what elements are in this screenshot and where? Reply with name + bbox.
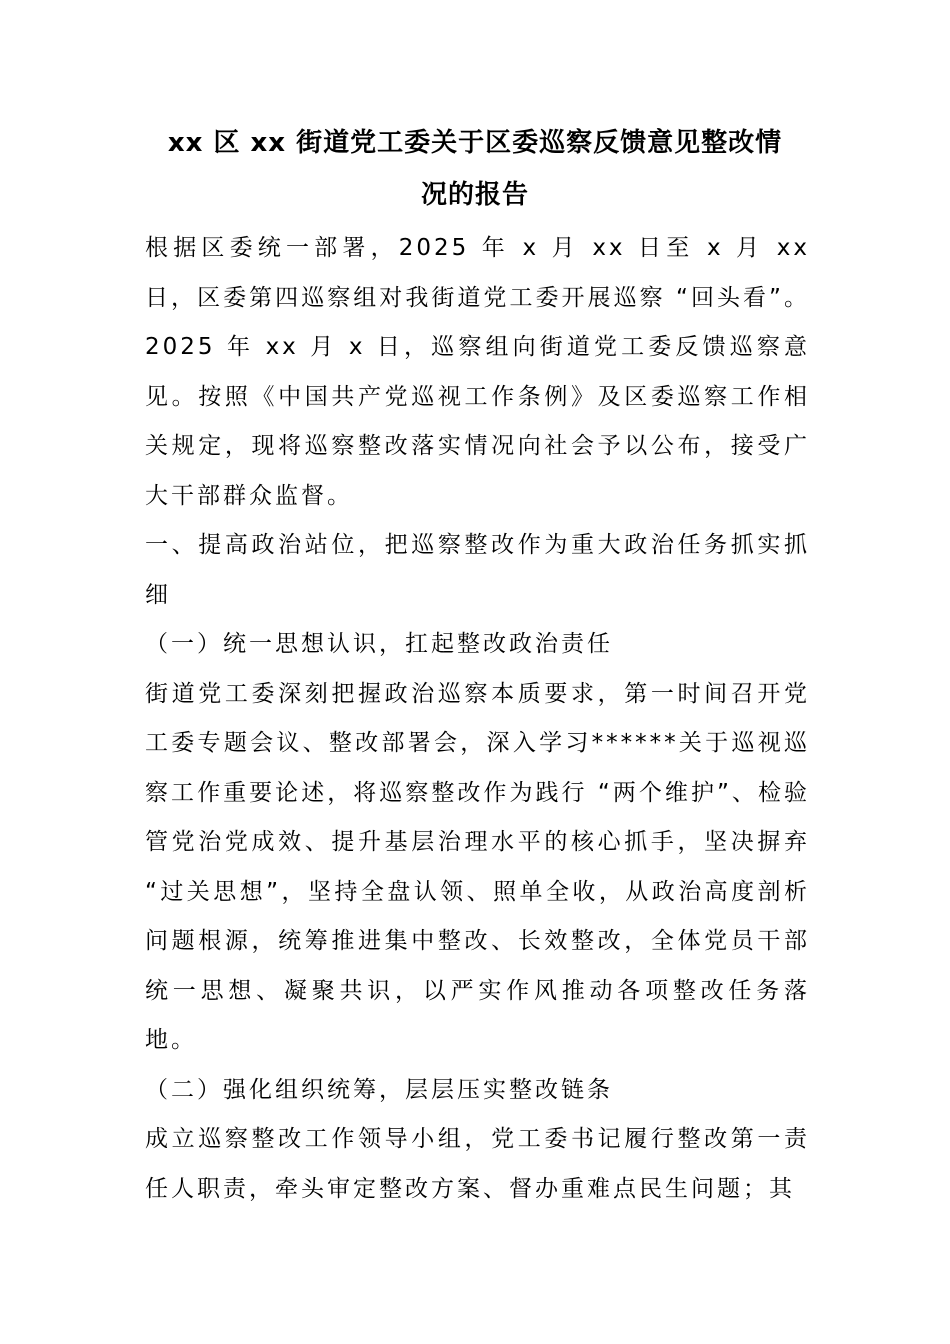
document-body xyxy=(145,224,810,1214)
document-title-line-1: xx 区 xx 街道党工委关于区委巡察反馈意见整改情 xyxy=(167,128,783,158)
subsection-heading-2: （二）强化组织统筹，层层压实整改链条 xyxy=(145,1076,613,1103)
body-paragraph-1: 街道党工委深刻把握政治巡察本质要求，第一时间召开党工委专题会议、整改部署会，深入学习******关于巡视巡察工作重要论述，将巡察整改作为践行 “两个维护”、检验管党治党成效、提升基层治理水平的核心抓手，坚决摒弃 “过关思想”，坚持全盘认领、照单全收，从政治高度剖析问题根源，统筹推进集中整改、长效整改，全体党员干部统一思想、凝聚共识，以严实作风推动各项整改任务落地。 xyxy=(145,680,810,1053)
section-heading-1: 一、提高政治站位，把巡察整改作为重大政治任务抓实抓细 xyxy=(145,532,810,608)
document-title-line-2: 况的报告 xyxy=(420,180,529,210)
intro-paragraph: 根据区委统一部署，2025 年 x 月 xx 日至 x 月 xx 日，区委第四巡察组对我街道党工委开展巡察 “回头看”。2025 年 xx 月 x 日，巡察组向街道党工委反馈巡察意见。按照《中国共产党巡视工作条例》及区委巡察工作相关规定，现将巡察整改落实情况向社会予以公布，接受广大干部群众监督。 xyxy=(145,235,810,509)
subsection-heading-1: （一）统一思想认识，扛起整改政治责任 xyxy=(145,631,613,657)
body-paragraph-2: 成立巡察整改工作领导小组，党工委书记履行整改第一责任人职责，牵头审定整改方案、督办重难点民生问题；其 xyxy=(145,1126,810,1202)
